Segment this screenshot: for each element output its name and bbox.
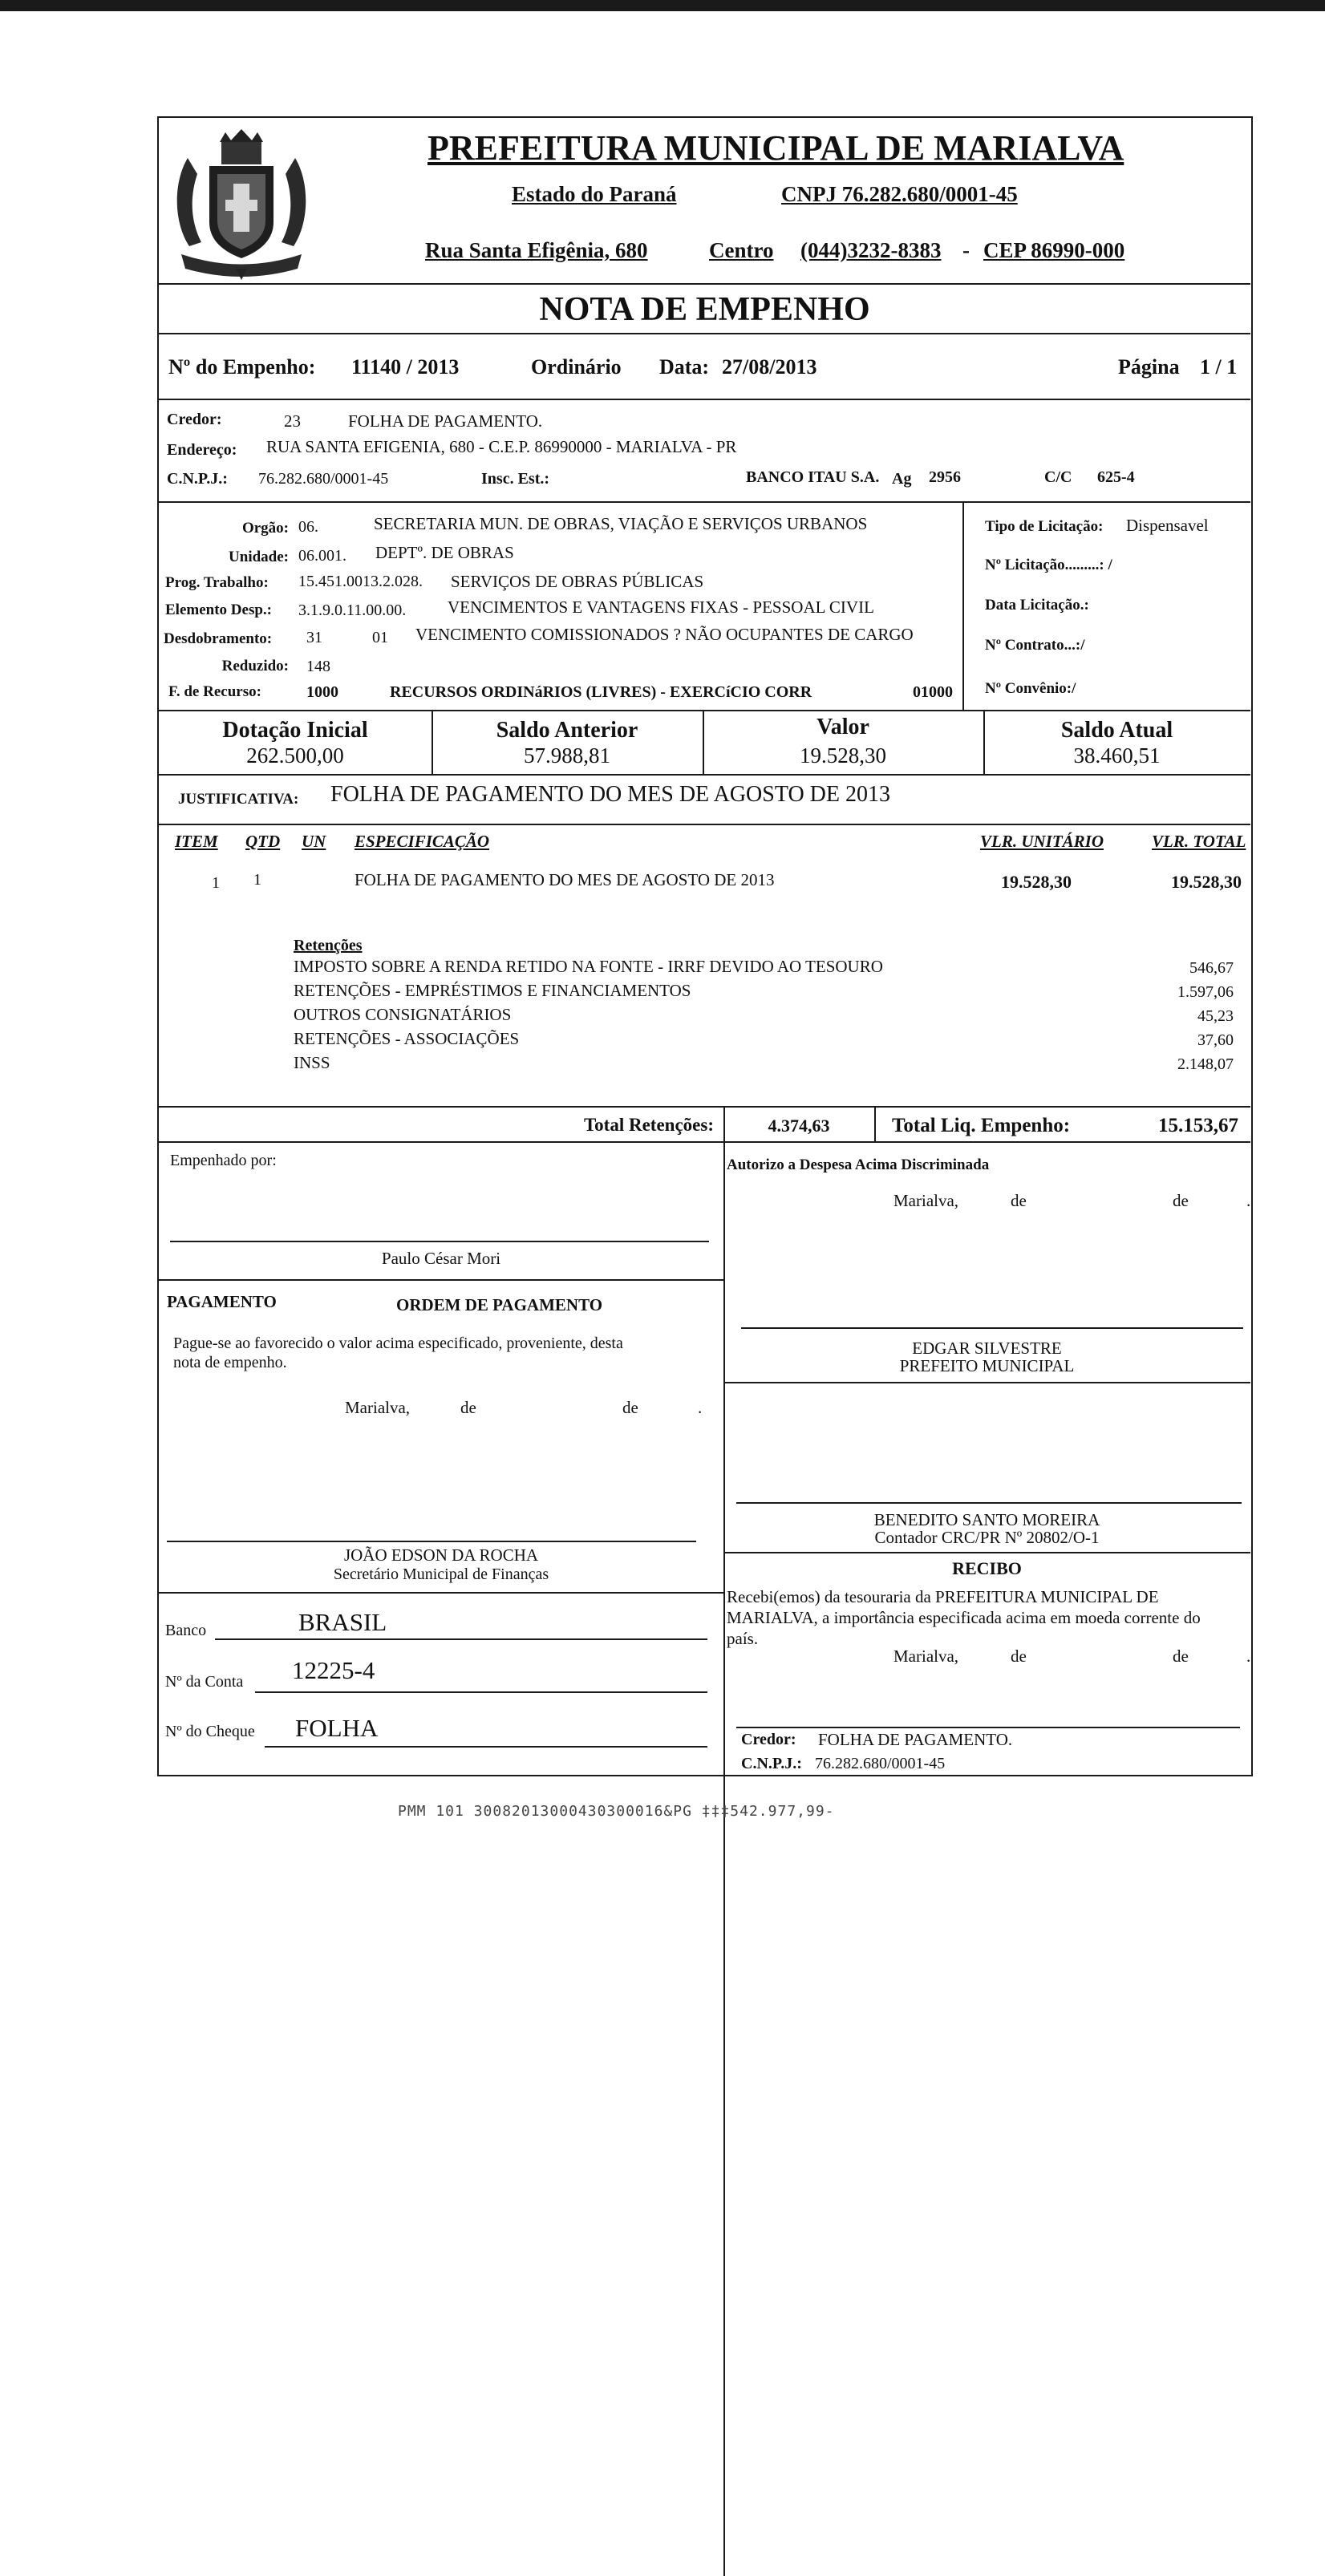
agency-label: Ag <box>892 470 912 488</box>
saldo-atual-value: 38.460,51 <box>1073 743 1161 768</box>
item-number: 1 <box>212 874 220 892</box>
coat-of-arms-icon <box>165 126 318 282</box>
recibo-text-line1: Recebi(emos) da tesouraria da PREFEITURA MUNICIPAL DE <box>727 1587 1159 1606</box>
retencao-value: 1.597,06 <box>1177 983 1234 1001</box>
header-district: Centro <box>709 238 774 262</box>
empenho-date-label: Data: <box>659 355 710 379</box>
credor-cnpj-label: C.N.P.J.: <box>167 470 228 488</box>
field-line <box>265 1746 707 1748</box>
signature-line <box>736 1727 1240 1728</box>
col-header-un: UN <box>302 832 326 851</box>
empenho-number-label: Nº do Empenho: <box>168 355 316 379</box>
saldo-anterior-value: 57.988,81 <box>524 743 610 768</box>
rule <box>159 501 1250 503</box>
fonte-recurso-code: 1000 <box>306 683 338 701</box>
recibo-cnpj-label: C.N.P.J.: <box>741 1755 802 1772</box>
retencoes-title: Retenções <box>294 937 363 954</box>
account-label: C/C <box>1044 468 1072 486</box>
dotacao-inicial-value: 262.500,00 <box>246 743 344 768</box>
contador-name: BENEDITO SANTO MOREIRA <box>873 1510 1100 1529</box>
rule <box>159 824 1250 825</box>
elemento-label: Elemento Desp.: <box>165 601 272 618</box>
retencao-desc: RETENÇÕES - ASSOCIAÇÕES <box>294 1029 520 1048</box>
recibo-credor-label: Credor: <box>741 1731 796 1748</box>
rule <box>159 710 1250 711</box>
municipality-title: PREFEITURA MUNICIPAL DE MARIALVA <box>427 128 1124 168</box>
header-dash: - <box>962 238 970 262</box>
conta-label: Nº da Conta <box>165 1673 244 1691</box>
signature-line <box>736 1502 1242 1504</box>
tipo-licitacao-value: Dispensavel <box>1126 516 1209 535</box>
conta-value: 12225-4 <box>292 1656 375 1684</box>
autorizo-date-de1: de <box>1011 1191 1027 1210</box>
desdobramento-desc: VENCIMENTO COMISSIONADOS ? NÃO OCUPANTES DE CARGO <box>415 625 914 644</box>
signature-line <box>170 1241 709 1242</box>
total-retencoes-label: Total Retenções: <box>583 1115 714 1135</box>
rule <box>159 1279 723 1281</box>
recibo-text-line3: país. <box>727 1629 759 1648</box>
col-header-item: ITEM <box>175 832 218 851</box>
item-unit-value: 19.528,30 <box>1001 872 1072 892</box>
valor-label: Valor <box>816 715 869 739</box>
rule <box>159 1106 1250 1108</box>
field-line <box>255 1691 707 1693</box>
rule <box>159 1141 1250 1143</box>
header-cnpj: CNPJ 76.282.680/0001-45 <box>781 182 1018 206</box>
retencao-value: 45,23 <box>1197 1007 1234 1025</box>
credor-code: 23 <box>284 411 301 431</box>
rule <box>159 774 1250 776</box>
elemento-code: 3.1.9.0.11.00.00. <box>298 601 407 619</box>
prog-trabalho-label: Prog. Trabalho: <box>165 574 269 591</box>
col-header-especificacao: ESPECIFICAÇÃO <box>355 832 490 851</box>
autorizo-label: Autorizo a Despesa Acima Discriminada <box>727 1156 990 1173</box>
pagamento-date-de1: de <box>460 1398 476 1417</box>
empenhado-por-label: Empenhado por: <box>170 1152 277 1169</box>
cheque-label: Nº do Cheque <box>165 1723 255 1740</box>
empenho-type: Ordinário <box>531 355 622 379</box>
empenho-date: 27/08/2013 <box>722 355 817 379</box>
prog-trabalho-code: 15.451.0013.2.028. <box>298 573 423 590</box>
account-number: 625-4 <box>1097 468 1135 486</box>
desdobramento-code: 31 <box>306 629 322 646</box>
field-line <box>215 1638 707 1640</box>
fonte-recurso-label: F. de Recurso: <box>168 683 261 700</box>
banco-value: BRASIL <box>298 1608 387 1636</box>
document-title: NOTA DE EMPENHO <box>539 291 870 328</box>
pagamento-text-line2: nota de empenho. <box>173 1354 287 1371</box>
ordem-pagamento-label: ORDEM DE PAGAMENTO <box>396 1295 603 1314</box>
desdobramento-subcode: 01 <box>372 629 388 646</box>
footer-code: PMM 101 30082013000430300016&PG ‡‡‡542.977,99- <box>398 1803 835 1820</box>
recibo-city: Marialva, <box>893 1646 959 1666</box>
col-header-qtd: QTD <box>245 832 281 851</box>
total-liquido-label: Total Liq. Empenho: <box>892 1115 1071 1136</box>
prog-trabalho-desc: SERVIÇOS DE OBRAS PÚBLICAS <box>451 572 704 591</box>
rule <box>159 283 1250 285</box>
fonte-recurso-desc: RECURSOS ORDINáRIOS (LIVRES) - EXERCíCIO CORR <box>390 683 812 701</box>
contador-role: Contador CRC/PR Nº 20802/O-1 <box>874 1528 1100 1547</box>
recibo-credor-value: FOLHA DE PAGAMENTO. <box>818 1730 1013 1749</box>
scan-top-edge <box>0 0 1325 11</box>
recibo-date-de2: de <box>1173 1646 1189 1666</box>
unidade-label: Unidade: <box>229 549 289 565</box>
page-label: Página <box>1118 355 1180 379</box>
reduzido-value: 148 <box>306 658 330 675</box>
contrato-number: Nº Contrato...:/ <box>985 637 1085 654</box>
rule <box>723 1382 1250 1383</box>
unidade-code: 06.001. <box>298 547 346 565</box>
saldo-atual-label: Saldo Atual <box>1060 718 1173 743</box>
convenio-number: Nº Convênio:/ <box>985 680 1076 697</box>
orgao-desc: SECRETARIA MUN. DE OBRAS, VIAÇÃO E SERVIÇOS URBANOS <box>374 514 868 533</box>
credor-cnpj: 76.282.680/0001-45 <box>258 470 389 488</box>
insc-est-label: Insc. Est.: <box>481 470 550 488</box>
orgao-label: Orgão: <box>241 520 289 537</box>
empenho-number: 11140 / 2013 <box>351 355 460 379</box>
reduzido-label: Reduzido: <box>221 658 289 674</box>
item-desc: FOLHA DE PAGAMENTO DO MES DE AGOSTO DE 2013 <box>355 870 775 889</box>
signature-line <box>167 1541 696 1542</box>
rule <box>723 1552 1250 1553</box>
rule <box>159 333 1250 334</box>
justificativa-label: JUSTIFICATIVA: <box>178 791 299 808</box>
credor-label: Credor: <box>167 411 222 428</box>
recibo-date-de1: de <box>1011 1646 1027 1666</box>
pagamento-text-line1: Pague-se ao favorecido o valor acima especificado, proveniente, desta <box>173 1335 623 1352</box>
divider <box>962 501 964 711</box>
valor-value: 19.528,30 <box>800 743 886 768</box>
autorizo-date-dot: . <box>1246 1191 1251 1210</box>
header-address: Rua Santa Efigênia, 680 <box>425 238 648 262</box>
pagamento-signer-role: Secretário Municipal de Finanças <box>333 1565 549 1583</box>
item-total-value: 19.528,30 <box>1171 872 1242 892</box>
retencao-value: 37,60 <box>1197 1031 1234 1049</box>
rule <box>159 1592 723 1594</box>
cheque-value: FOLHA <box>295 1714 379 1742</box>
total-retencoes-value: 4.374,63 <box>768 1116 830 1136</box>
retencao-desc: INSS <box>294 1053 330 1072</box>
prefeito-name: EDGAR SILVESTRE <box>912 1339 1062 1358</box>
credor-address: RUA SANTA EFIGENIA, 680 - C.E.P. 86990000 - MARIALVA - PR <box>266 437 737 456</box>
pagamento-signer: JOÃO EDSON DA ROCHA <box>343 1545 539 1565</box>
saldo-anterior-label: Saldo Anterior <box>496 718 638 743</box>
page-number: 1 / 1 <box>1200 355 1238 379</box>
col-header-vlr-unitario: VLR. UNITÁRIO <box>980 832 1104 851</box>
col-header-vlr-total: VLR. TOTAL <box>1152 832 1246 851</box>
divider <box>874 1106 876 1141</box>
recibo-title: RECIBO <box>952 1558 1022 1578</box>
fonte-recurso-code2: 01000 <box>913 683 953 701</box>
unidade-desc: DEPTº. DE OBRAS <box>375 543 514 562</box>
autorizo-date-de2: de <box>1173 1191 1189 1210</box>
desdobramento-label: Desdobramento: <box>164 630 273 647</box>
header-cep: CEP 86990-000 <box>983 238 1125 262</box>
recibo-date-dot: . <box>1246 1646 1251 1666</box>
recibo-text-line2: MARIALVA, a importância especificada acima em moeda corrente do <box>727 1608 1201 1627</box>
signature-line <box>741 1327 1243 1329</box>
banco-label: Banco <box>165 1622 207 1639</box>
orgao-code: 06. <box>298 518 318 536</box>
header-phone: (044)3232-8383 <box>800 238 942 262</box>
divider <box>723 1106 725 2576</box>
elemento-desc: VENCIMENTOS E VANTAGENS FIXAS - PESSOAL CIVIL <box>448 597 874 617</box>
pagamento-date-dot: . <box>698 1398 703 1417</box>
retencao-desc: IMPOSTO SOBRE A RENDA RETIDO NA FONTE - IRRF DEVIDO AO TESOURO <box>294 957 883 976</box>
address-label: Endereço: <box>167 441 237 459</box>
pagamento-label: PAGAMENTO <box>167 1292 277 1311</box>
retencao-desc: OUTROS CONSIGNATÁRIOS <box>294 1005 512 1024</box>
state-label: Estado do Paraná <box>512 182 677 206</box>
dotacao-inicial-label: Dotação Inicial <box>222 718 368 743</box>
rule <box>159 399 1250 400</box>
total-liquido-value: 15.153,67 <box>1158 1115 1238 1136</box>
empenhado-signer: Paulo César Mori <box>381 1249 501 1268</box>
pagamento-date-de2: de <box>622 1398 638 1417</box>
credor-name: FOLHA DE PAGAMENTO. <box>348 411 543 431</box>
tipo-licitacao-label: Tipo de Licitação: <box>985 518 1104 535</box>
credor-bank: BANCO ITAU S.A. <box>746 468 880 486</box>
retencao-value: 2.148,07 <box>1177 1055 1234 1073</box>
pagamento-city: Marialva, <box>345 1398 411 1417</box>
autorizo-city: Marialva, <box>893 1191 959 1210</box>
licitacao-date: Data Licitação.: <box>985 597 1089 614</box>
retencao-desc: RETENÇÕES - EMPRÉSTIMOS E FINANCIAMENTOS <box>294 981 691 1000</box>
agency-number: 2956 <box>929 468 961 486</box>
prefeito-role: PREFEITO MUNICIPAL <box>899 1356 1075 1375</box>
justificativa-text: FOLHA DE PAGAMENTO DO MES DE AGOSTO DE 2013 <box>330 782 890 807</box>
item-qtd: 1 <box>253 871 261 889</box>
retencao-value: 546,67 <box>1189 959 1234 977</box>
recibo-cnpj-value: 76.282.680/0001-45 <box>815 1755 946 1772</box>
nota-de-empenho-form <box>157 116 1253 1776</box>
licitacao-number: Nº Licitação.........: / <box>985 557 1112 573</box>
